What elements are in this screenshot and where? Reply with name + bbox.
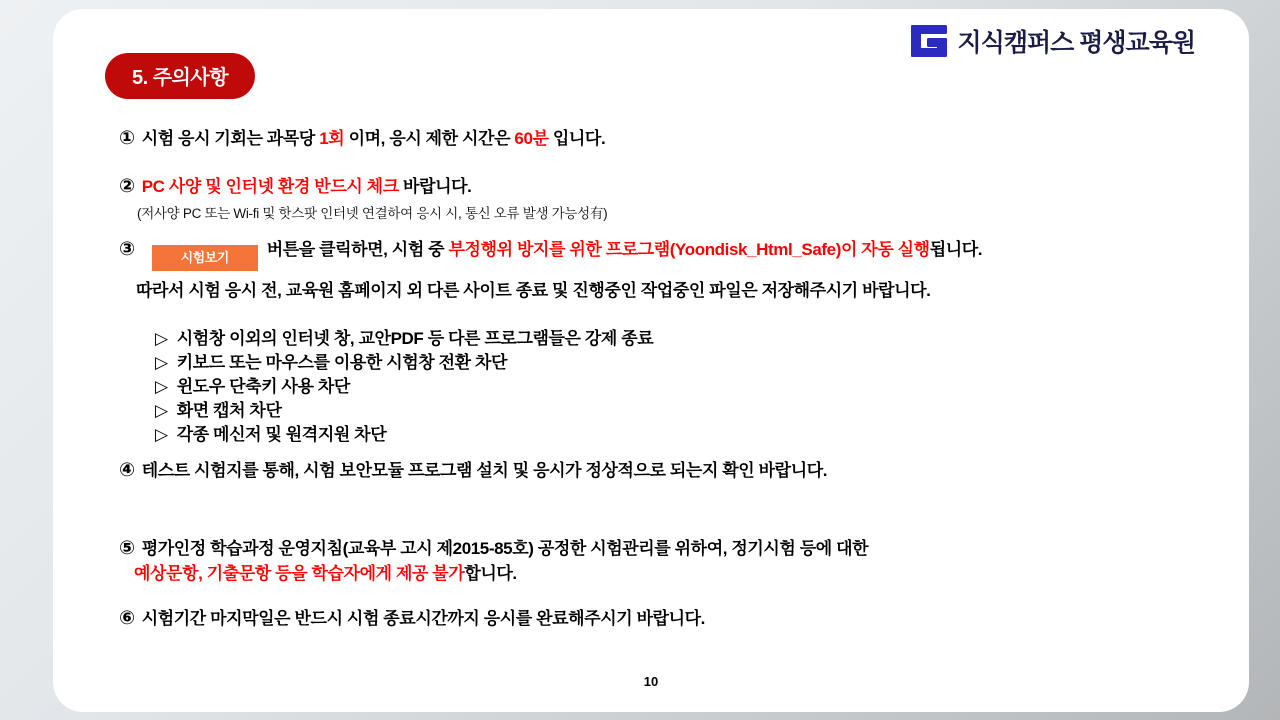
g-block-icon — [911, 25, 947, 57]
highlight-text: 60분 — [514, 129, 549, 148]
highlight-text: PC 사양 및 인터넷 환경 반드시 체크 — [141, 177, 399, 196]
item-text: 이며, 응시 제한 시간은 — [344, 129, 515, 148]
item-number: ④ — [119, 460, 135, 481]
logo — [911, 23, 1195, 59]
triangle-bullet-icon: ▷ — [155, 425, 168, 444]
list-item-text: 시험창 이외의 인터넷 창, 교안PDF 등 다른 프로그램들은 강제 종료 — [176, 329, 654, 348]
highlight-text: 예상문항, 기출문항 등을 학습자에게 제공 불가 — [134, 564, 465, 583]
slide-card — [53, 9, 1249, 712]
page-number: 10 — [643, 674, 659, 689]
item-text: 평가인정 학습과정 운영지침(교육부 고시 제2015-85호) 공정한 시험관리를 위하여, 정기시험 등에 대한 — [141, 539, 869, 558]
triangle-bullet-icon: ▷ — [155, 353, 168, 372]
list-item — [155, 327, 982, 351]
notice-item-2 — [119, 175, 607, 226]
item-text: 합니다. — [464, 564, 517, 583]
list-item — [155, 375, 982, 399]
triangle-bullet-icon: ▷ — [155, 401, 168, 420]
section-title-badge: 5. 주의사항 — [105, 53, 255, 99]
item-line: 따라서 시험 응시 전, 교육원 홈페이지 외 다른 사이트 종료 및 진행중인 작업중인 파일은 저장해주시기 바랍니다. — [136, 281, 931, 300]
item-text: 시험 응시 기회는 과목당 — [141, 129, 320, 148]
restriction-list — [155, 327, 982, 447]
item-line — [119, 175, 607, 199]
list-item — [155, 399, 982, 423]
highlight-text: 1회 — [319, 129, 345, 148]
highlight-text: 부정행위 방지를 위한 프로그램(Yoondisk_Html_Safe)이 자동 실행 — [448, 240, 930, 259]
item-number: ① — [119, 128, 135, 149]
list-item-text: 화면 캡처 차단 — [176, 401, 282, 420]
list-item-text: 키보드 또는 마우스를 이용한 시험창 전환 차단 — [176, 353, 508, 372]
notice-item-4 — [119, 459, 827, 483]
item-number: ⑥ — [119, 608, 135, 629]
triangle-bullet-icon: ▷ — [155, 377, 168, 396]
item-text: 버튼을 클릭하면, 시험 중 — [266, 240, 449, 259]
notice-item-6 — [119, 607, 705, 631]
item-line — [134, 561, 868, 586]
item-number: ② — [119, 176, 135, 197]
triangle-bullet-icon: ▷ — [155, 329, 168, 348]
notice-item-5 — [119, 536, 868, 586]
item-number: ③ — [119, 239, 135, 260]
item-number: ⑤ — [119, 538, 135, 559]
list-item-text: 각종 메신저 및 원격지원 차단 — [176, 425, 387, 444]
list-item — [155, 423, 982, 447]
logo-text: 지식캠퍼스 평생교육원 — [957, 29, 1195, 57]
item-text: 입니다. — [548, 129, 606, 148]
notice-item-1 — [119, 127, 605, 151]
list-item — [155, 351, 982, 375]
exam-start-button[interactable]: 시험보기 — [152, 245, 258, 271]
item-note: (저사양 PC 또는 Wi-fi 및 핫스팟 인터넷 연결하여 응시 시, 통신 오류 발생 가능성有) — [137, 206, 608, 221]
item-line — [119, 238, 982, 271]
notice-item-3 — [119, 238, 982, 447]
item-text: 바랍니다. — [398, 177, 472, 196]
item-text: 시험기간 마지막일은 반드시 시험 종료시간까지 응시를 완료해주시기 바랍니다. — [141, 609, 705, 628]
item-text: 테스트 시험지를 통해, 시험 보안모듈 프로그램 설치 및 응시가 정상적으로 되는지 확인 바랍니다. — [141, 461, 828, 480]
list-item-text: 윈도우 단축키 사용 차단 — [176, 377, 350, 396]
item-text: 됩니다. — [929, 240, 983, 259]
item-line — [119, 536, 868, 561]
